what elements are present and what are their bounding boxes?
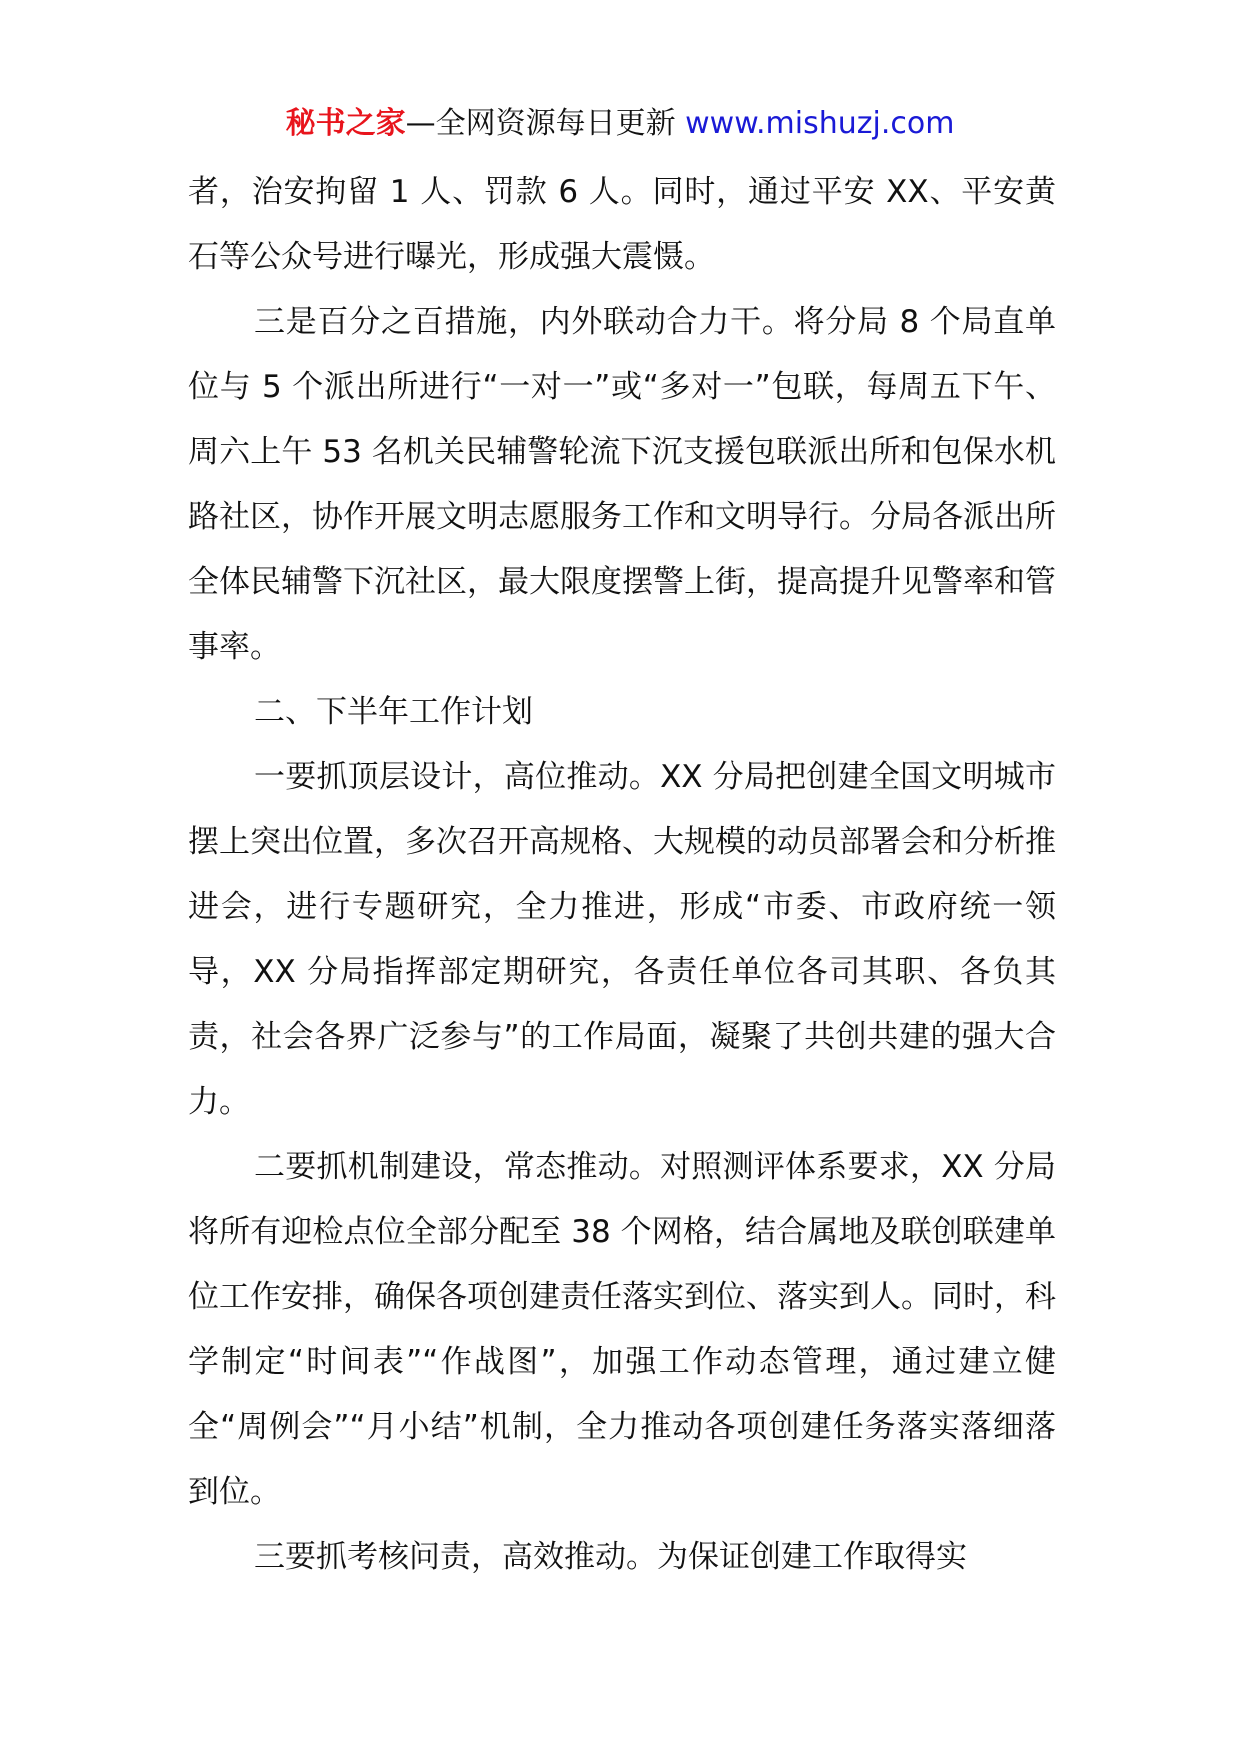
paragraph-measure-three: 三是百分之百措施，内外联动合力干。将分局 8 个局直单位与 5 个派出所进行“一对一”或“多对一”包联，每周五下午、周六上午 53 名机关民辅警轮流下沉支援包联派出所和包保水机路社区，协作开展文明志愿服务工作和文明导行。分局各派出所全体民辅警下沉社区，最大限度摆警上街，提高提升见警率和管事率。 — [188, 304, 1056, 665]
document-body — [188, 160, 1056, 1590]
paragraph-plan-one: 一要抓顶层设计，高位推动。XX 分局把创建全国文明城市摆上突出位置，多次召开高规格、大规模的动员部署会和分析推进会，进行专题研究，全力推进，形成“市委、市政府统一领导，XX 分局指挥部定期研究，各责任单位各司其职、各负其责，社会各界广泛参与”的工作局面，凝聚了共创共建的强大合力。 — [188, 759, 1056, 1120]
paragraph-plan-two: 二要抓机制建设，常态推动。对照测评体系要求，XX 分局将所有迎检点位全部分配至 38 个网格，结合属地及联创联建单位工作安排，确保各项创建责任落实到位、落实到人。同时，科学制定“时间表”“作战图”，加强工作动态管理，通过建立健全“周例会”“月小结”机制，全力推动各项创建任务落实落细落到位。 — [188, 1149, 1056, 1510]
website-link[interactable]: www.mishuzj.com — [685, 106, 955, 141]
header-tagline: —全网资源每日更新 — [405, 106, 676, 141]
paragraph-continuation: 者，治安拘留 1 人、罚款 6 人。同时，通过平安 XX、平安黄石等公众号进行曝光，形成强大震慑。 — [188, 174, 1057, 275]
page-header — [0, 104, 1240, 144]
paragraph-plan-three: 三要抓考核问责，高效推动。为保证创建工作取得实 — [254, 1539, 967, 1575]
section-heading-plan: 二、下半年工作计划 — [254, 694, 533, 730]
brand-name: 秘书之家 — [285, 106, 406, 141]
